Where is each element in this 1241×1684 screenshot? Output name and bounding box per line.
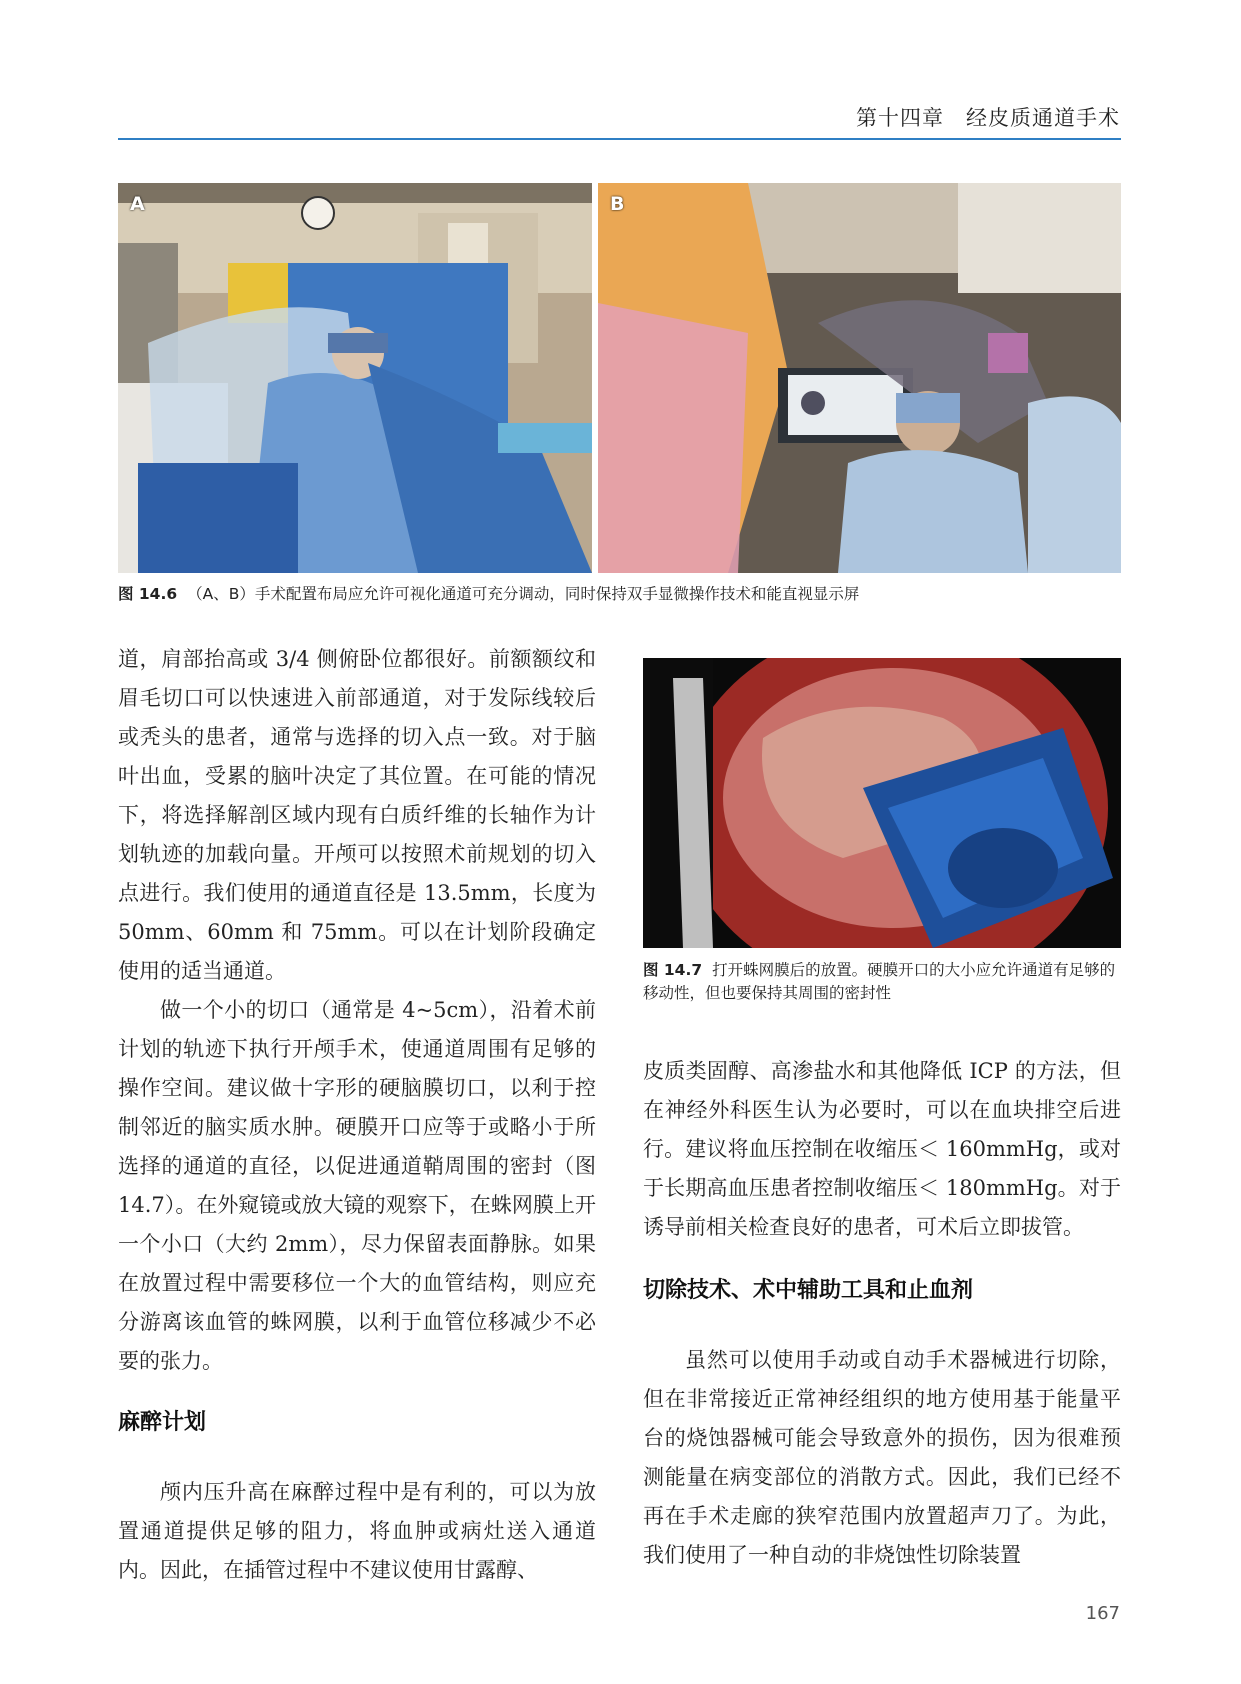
header-rule: [118, 138, 1121, 140]
panel-a-label: A: [130, 193, 145, 215]
figure-14-7-photo: [643, 658, 1121, 948]
left-paragraph-1: 道，肩部抬高或 3/4 侧俯卧位都很好。前额额纹和眉毛切口可以快速进入前部通道，对于发际线较后或秃头的患者，通常与选择的切入点一致。对于脑叶出血，受累的脑叶决定了其位置。在可能的情况下，将选择解剖区域内现有白质纤维的长轴作为计划轨迹的加载向量。开颅可以按照术前规划的切入点进行。我们使用的通道直径是 13.5mm，长度为 50mm、60mm 和 75mm。可以在计划阶段确定使用的适当通道。: [118, 647, 596, 983]
page-number: 167: [1085, 1603, 1120, 1624]
panel-b-label: B: [610, 193, 625, 215]
figure-14-6-caption: [118, 583, 1121, 606]
left-column-text-bottom: [118, 1473, 596, 1590]
figure-14-6-number: 图 14.6: [118, 585, 178, 603]
figure-14-6-photo-b: [598, 183, 1121, 573]
left-paragraph-2: 做一个小的切口（通常是 4~5cm），沿着术前计划的轨迹下执行开颅手术，使通道周围有足够的操作空间。建议做十字形的硬脑膜切口，以利于控制邻近的脑实质水肿。硬膜开口应等于或略小于所选择的通道的直径，以促进通道鞘周围的密封（图 14.7）。在外窥镜或放大镜的观察下，在蛛网膜上开一个小口（大约 2mm），尽力保留表面静脉。如果在放置过程中需要移位一个大的血管结构，则应充分游离该血管的蛛网膜，以利于血管位移减少不必要的张力。: [118, 998, 596, 1373]
chapter-title: 第十四章 经皮质通道手术: [856, 106, 1120, 130]
right-column-text-top: [643, 1052, 1121, 1247]
figure-14-7-caption: [643, 959, 1121, 1005]
section-heading-resection: 切除技术、术中辅助工具和止血剂: [643, 1278, 974, 1303]
left-column-text-top: [118, 640, 596, 1381]
operating-room-photo-a: [118, 183, 592, 573]
right-paragraph-2: 虽然可以使用手动或自动手术器械进行切除，但在非常接近正常神经组织的地方使用基于能量平台的烧蚀器械可能会导致意外的损伤，因为很难预测能量在病变部位的消散方式。因此，我们已经不再在手术走廊的狭窄范围内放置超声刀了。为此，我们使用了一种自动的非烧蚀性切除装置: [643, 1348, 1121, 1567]
figure-14-6-caption-text: （A、B）手术配置布局应允许可视化通道可充分调动，同时保持双手显微操作技术和能直视显示屏: [187, 585, 860, 603]
figure-14-7-number: 图 14.7: [643, 961, 703, 979]
figure-14-7-caption-text: 打开蛛网膜后的放置。硬膜开口的大小应允许通道有足够的移动性，但也要保持其周围的密封性: [643, 961, 1116, 1002]
right-paragraph-1: 皮质类固醇、高渗盐水和其他降低 ICP 的方法，但在神经外科医生认为必要时，可以在血块排空后进行。建议将血压控制在收缩压＜ 160mmHg，或对于长期高血压患者控制收缩压＜ 180mmHg。对于诱导前相关检查良好的患者，可术后立即拔管。: [643, 1059, 1121, 1239]
operating-room-photo-b: [598, 183, 1121, 573]
section-heading-anesthesia: 麻醉计划: [118, 1410, 207, 1435]
figure-14-6-photo-a: [118, 183, 592, 573]
surgical-field-photo: [643, 658, 1121, 948]
left-paragraph-3: 颅内压升高在麻醉过程中是有利的，可以为放置通道提供足够的阻力，将血肿或病灶送入通道内。因此，在插管过程中不建议使用甘露醇、: [118, 1480, 596, 1582]
right-column-text-bottom: [643, 1341, 1121, 1575]
